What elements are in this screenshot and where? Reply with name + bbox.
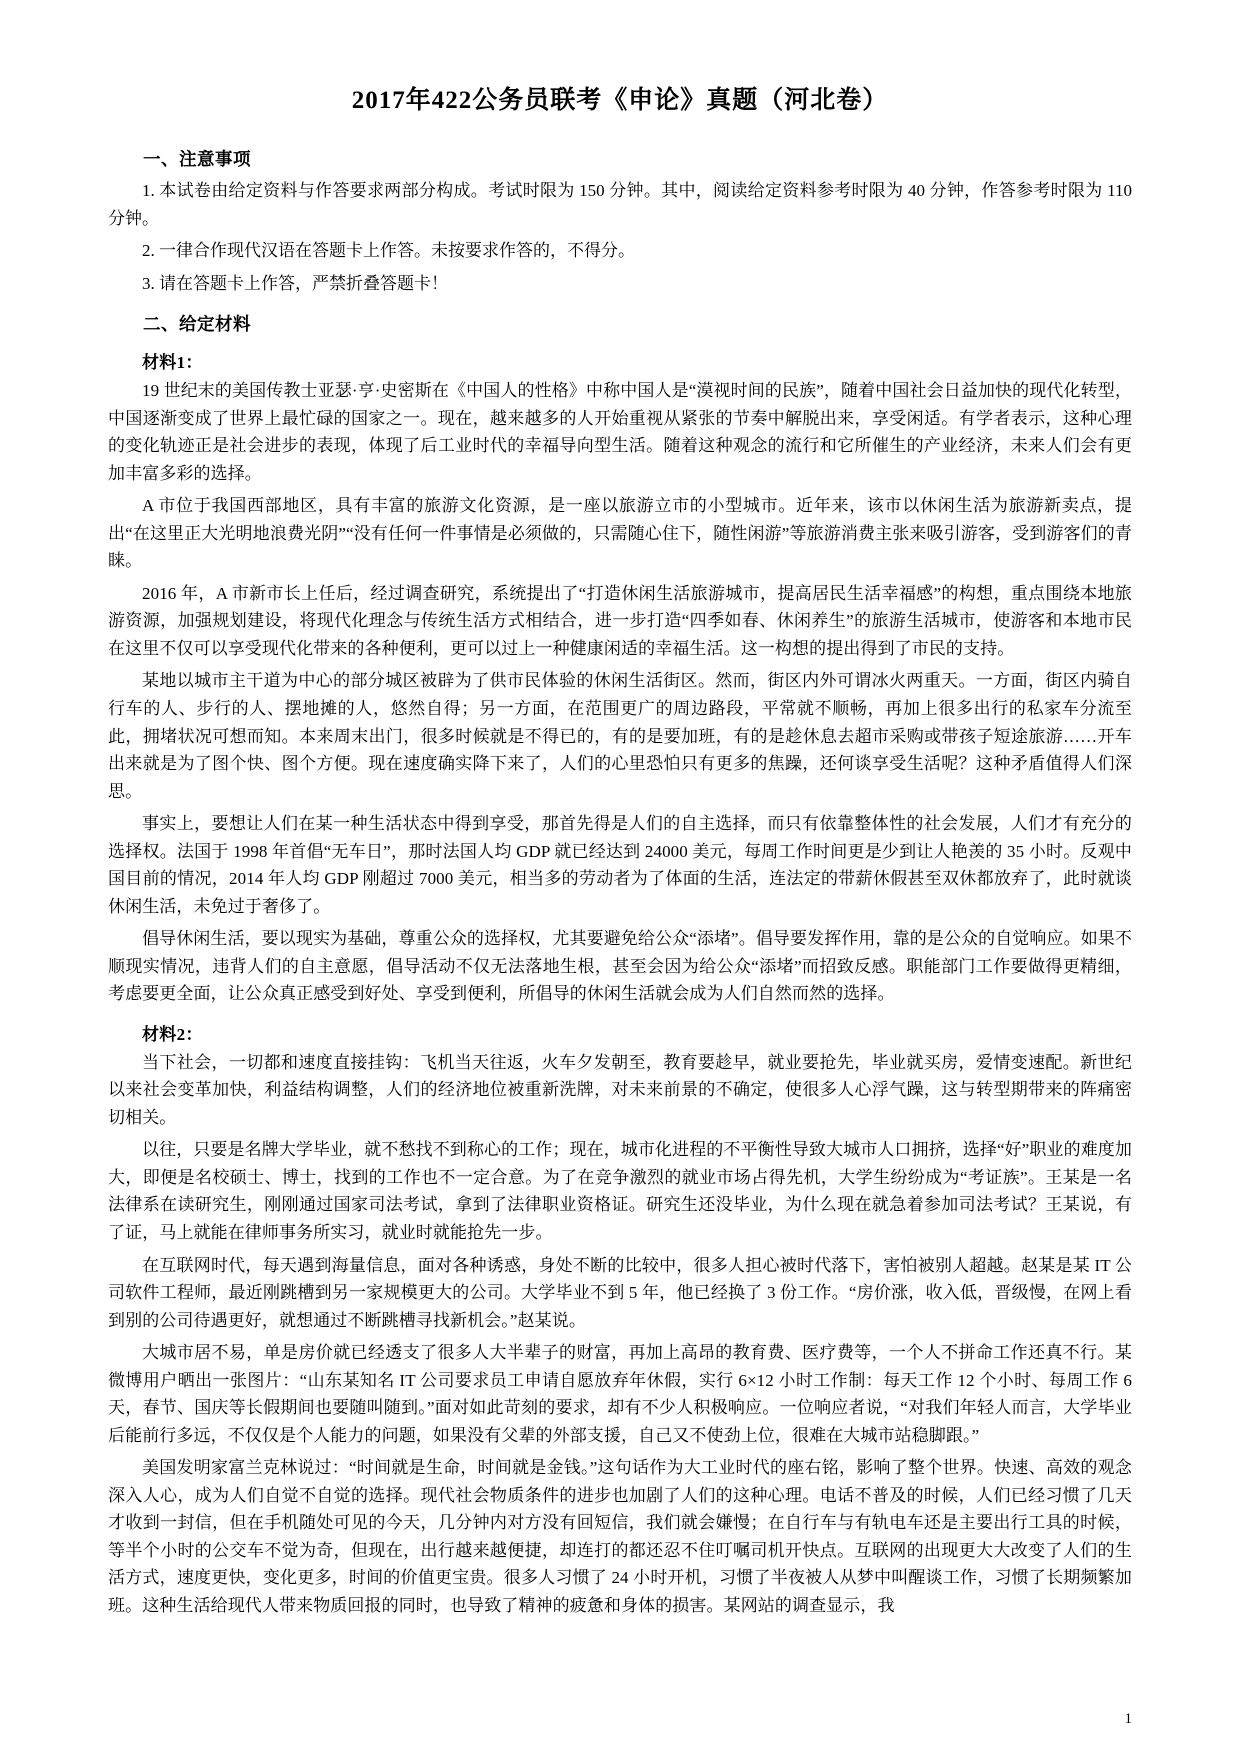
material-2-paragraph-4: 大城市居不易，单是房价就已经透支了很多人大半辈子的财富，再加上高昂的教育费、医疗费等，一个人不拼命工作还真不行。某微博用户晒出一张图片：“山东某知名 IT 公司要求员工申请自愿放弃年休假，实行 6×12 小时工作制：每天工作 12 个小时、每周工作 6 天，春节、国庆等长假期间也要随叫随到。”面对如此苛刻的要求，却有不少人积极响应。一位响应者说，“对我们年轻人而言，大学毕业后能前行多远，不仅仅是个人能力的问题，如果没有父辈的外部支援，自己又不使劲上位，很难在大城市站稳脚跟。” bbox=[108, 1343, 1132, 1445]
material-2-label: 材料2： bbox=[142, 1024, 203, 1044]
material-1-paragraph-2: A 市位于我国西部地区，具有丰富的旅游文化资源，是一座以旅游立市的小型城市。近年来，该市以休闲生活为旅游新卖点，提出“在这里正大光明地浪费光阴”“没有任何一件事情是必须做的，只需随心住下，随性闲游”等旅游消费主张来吸引游客，受到游客们的青睐。 bbox=[108, 496, 1132, 571]
notice-item-1: 1. 本试卷由给定资料与作答要求两部分构成。考试时限为 150 分钟。其中，阅读给定资料参考时限为 40 分钟，作答参考时限为 110 分钟。 bbox=[108, 181, 1132, 228]
section-heading-materials: 二、给定材料 bbox=[143, 314, 251, 335]
material-2-paragraph-3: 在互联网时代，每天遇到海量信息，面对各种诱惑，身处不断的比较中，很多人担心被时代落下，害怕被别人超越。赵某是某 IT 公司软件工程师，最近刚跳槽到另一家规模更大的公司。大学毕业不到 5 年，他已经换了 3 份工作。“房价涨，收入低，晋级慢，在网上看到别的公司待遇更好，就想通过不断跳槽寻找新机会。”赵某说。 bbox=[108, 1255, 1132, 1330]
material-1-paragraph-3: 2016 年，A 市新市长上任后，经过调查研究，系统提出了“打造休闲生活旅游城市，提高居民生活幸福感”的构想，重点围绕本地旅游资源，加强规划建设，将现代化理念与传统生活方式相结合，进一步打造“四季如春、休闲养生”的旅游生活城市，使游客和本地市民在这里不仅可以享受现代化带来的各种便利，更可以过上一种健康闲适的幸福生活。这一构想的提出得到了市民的支持。 bbox=[108, 583, 1132, 658]
page-number: 1 bbox=[1124, 1711, 1132, 1727]
material-1-label: 材料1： bbox=[142, 353, 203, 373]
material-2-paragraph-2: 以往，只要是名牌大学毕业，就不愁找不到称心的工作；现在，城市化进程的不平衡性导致大城市人口拥挤，选择“好”职业的难度加大，即便是名校硕士、博士，找到的工作也不一定合意。为了在竞争激烈的就业市场占得先机，大学生纷纷成为“考证族”。王某是一名法律系在读研究生，刚刚通过国家司法考试，拿到了法律职业资格证。研究生还没毕业，为什么现在就急着参加司法考试？王某说，有了证，马上就能在律师事务所实习，就业时就能抢先一步。 bbox=[108, 1140, 1132, 1242]
material-2-paragraph-5: 美国发明家富兰克林说过：“时间就是生命，时间就是金钱。”这句话作为大工业时代的座右铭，影响了整个世界。快速、高效的观念深入人心，成为人们自觉不自觉的选择。现代社会物质条件的进步也加剧了人们的这种心理。电话不普及的时候，人们已经习惯了几天才收到一封信，但在手机随处可见的今天，几分钟内对方没有回短信，我们就会嫌慢；在自行车与有轨电车还是主要出行工具的时候，等半个小时的公交车不觉为奇，但现在，出行越来越便捷，却连打的都还忍不住叮嘱司机开快点。互联网的出现更大大改变了人们的生活方式，速度更快，变化更多，时间的价值更宝贵。很多人习惯了 24 小时开机，习惯了半夜被人从梦中叫醒谈工作，习惯了长期频繁加班。这种生活给现代人带来物质回报的同时，也导致了精神的疲惫和身体的损害。某网站的调查显示，我 bbox=[108, 1458, 1132, 1615]
material-1-paragraph-1: 19 世纪末的美国传教士亚瑟·亨·史密斯在《中国人的性格》中称中国人是“漠视时间的民族”，随着中国社会日益加快的现代化转型，中国逐渐变成了世界上最忙碌的国家之一。现在，越来越多的人开始重视从紧张的节奏中解脱出来，享受闲适。有学者表示，这种心理的变化轨迹正是社会进步的表现，体现了后工业时代的幸福导向型生活。随着这种观念的流行和它所催生的产业经济，未来人们会有更加丰富多彩的选择。 bbox=[108, 381, 1132, 483]
material-1-paragraph-6: 倡导休闲生活，要以现实为基础，尊重公众的选择权，尤其要避免给公众“添堵”。倡导要发挥作用，靠的是公众的自觉响应。如果不顺现实情况，违背人们的自主意愿，倡导活动不仅无法落地生根，甚至会因为给公众“添堵”而招致反感。职能部门工作要做得更精细，考虑要更全面，让公众真正感受到好处、享受到便利，所倡导的休闲生活就会成为人们自然而然的选择。 bbox=[108, 929, 1132, 1004]
material-2-paragraph-1: 当下社会，一切都和速度直接挂钩：飞机当天往返，火车夕发朝至，教育要趁早，就业要抢先，毕业就买房，爱情变速配。新世纪以来社会变革加快，利益结构调整，人们的经济地位被重新洗牌，对未来前景的不确定，使很多人心浮气躁，这与转型期带来的阵痛密切相关。 bbox=[108, 1052, 1132, 1127]
material-1-paragraph-4: 某地以城市主干道为中心的部分城区被辟为了供市民体验的休闲生活街区。然而，街区内外可谓冰火两重天。一方面，街区内骑自行车的人、步行的人、摆地摊的人，悠然自得；另一方面，在范围更广的周边路段，平常就不顺畅，再加上很多出行的私家车分流至此，拥堵状况可想而知。本来周末出门，很多时候就是不得已的，有的是要加班，有的是趁休息去超市采购或带孩子短途旅游……开车出来就是为了图个快、图个方便。现在速度确实降下来了，人们的心里恐怕只有更多的焦躁，还何谈享受生活呢？这种矛盾值得人们深思。 bbox=[108, 671, 1132, 801]
notice-item-2: 2. 一律合作现代汉语在答题卡上作答。未按要求作答的，不得分。 bbox=[142, 241, 635, 261]
notice-item-3: 3. 请在答题卡上作答，严禁折叠答题卡！ bbox=[142, 273, 448, 293]
page-title: 2017年422公务员联考《申论》真题（河北卷） bbox=[351, 87, 889, 114]
section-heading-notice: 一、注意事项 bbox=[143, 149, 251, 169]
material-1-paragraph-5: 事实上，要想让人们在某一种生活状态中得到享受，那首先得是人们的自主选择，而只有依靠整体性的社会发展，人们才有充分的选择权。法国于 1998 年首倡“无车日”，那时法国人均 GDP 就已经达到 24000 美元，每周工作时间更是少到让人艳羡的 35 小时。反观中国目前的情况，2014 年人均 GDP 刚超过 7000 美元，相当多的劳动者为了体面的生活，连法定的带薪休假甚至双休都放弃了，此时就谈休闲生活，未免过于奢侈了。 bbox=[108, 814, 1132, 916]
